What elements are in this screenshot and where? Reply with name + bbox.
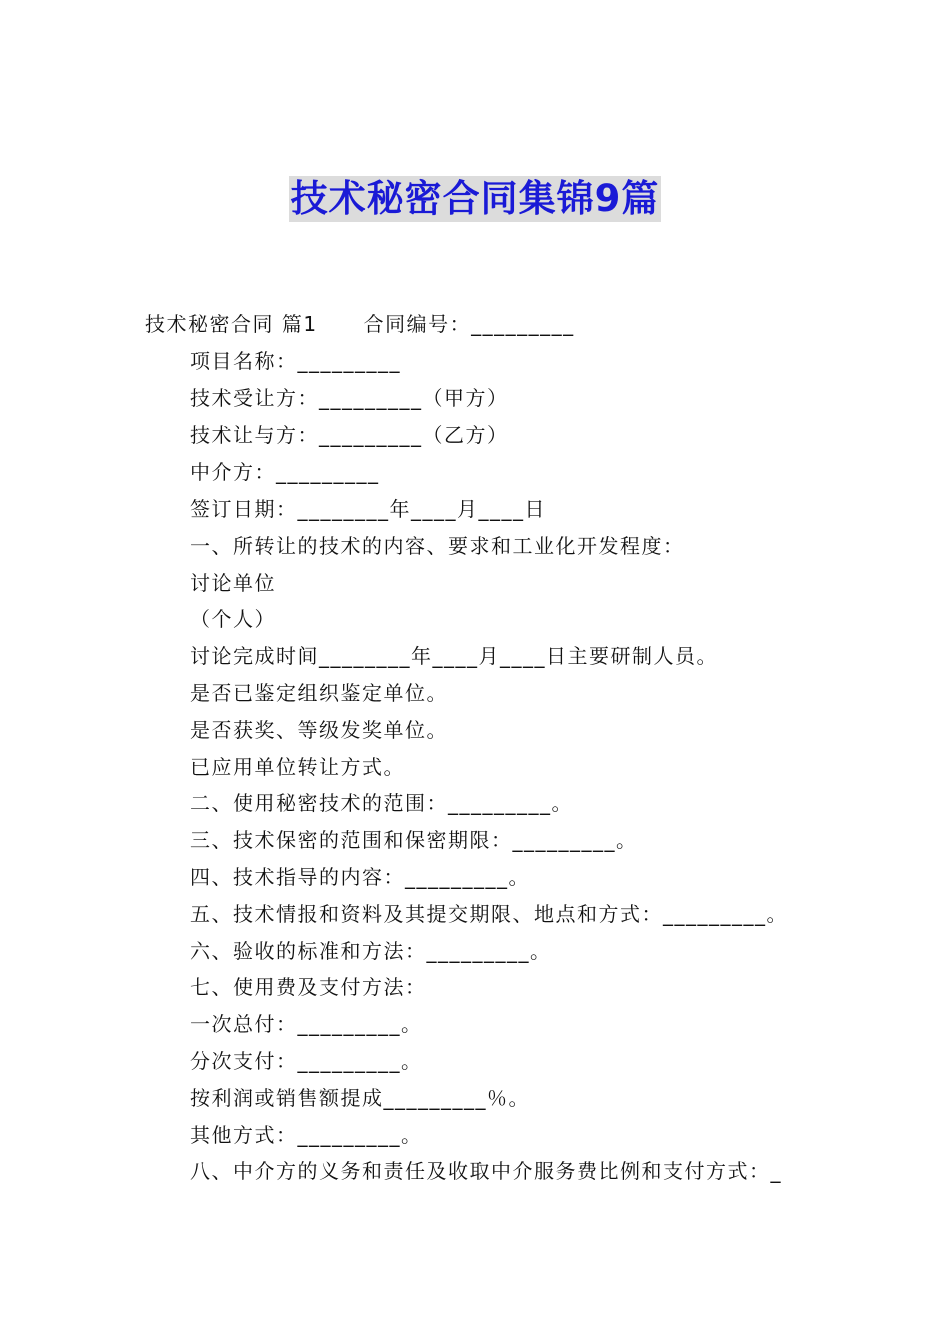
- appraisal-line: 是否已鉴定组织鉴定单位。: [190, 681, 448, 705]
- project-name-line: 项目名称：_________: [190, 349, 401, 373]
- clause-1-heading: 一、所转让的技术的内容、要求和工业化开发程度：: [190, 534, 685, 558]
- lump-sum-line: 一次总付：_________。: [190, 1012, 423, 1036]
- transferor-line: 技术让与方：_________（乙方）: [190, 423, 509, 447]
- contract-number-field: 合同编号：_________: [363, 312, 575, 336]
- completion-time-line: 讨论完成时间________年____月____日主要研制人员。: [190, 644, 718, 668]
- installment-line: 分次支付：_________。: [190, 1049, 423, 1073]
- clause-7-heading: 七、使用费及支付方法：: [190, 975, 427, 999]
- contract-section-label: 技术秘密合同 篇1: [145, 312, 318, 336]
- clause-6-line: 六、验收的标准和方法：_________。: [190, 939, 552, 963]
- intermediary-line: 中介方：_________: [190, 460, 380, 484]
- royalty-line: 按利润或销售额提成_________％。: [190, 1086, 530, 1110]
- transferee-line: 技术受让方：_________（甲方）: [190, 386, 509, 410]
- research-unit-line: 讨论单位: [190, 571, 276, 595]
- clause-5-line: 五、技术情报和资料及其提交期限、地点和方式：_________。: [190, 902, 788, 926]
- award-line: 是否获奖、等级发奖单位。: [190, 718, 448, 742]
- signing-date-line: 签订日期：________年____月____日: [190, 497, 546, 521]
- clause-2-line: 二、使用秘密技术的范围：_________。: [190, 791, 573, 815]
- clause-4-line: 四、技术指导的内容：_________。: [190, 865, 530, 889]
- applied-unit-line: 已应用单位转让方式。: [190, 755, 405, 779]
- clause-3-line: 三、技术保密的范围和保密期限：_________。: [190, 828, 638, 852]
- other-method-line: 其他方式：_________。: [190, 1123, 423, 1147]
- clause-8-line: 八、中介方的义务和责任及收取中介服务费比例和支付方式：_: [190, 1159, 782, 1183]
- document-title: 技术秘密合同集锦9篇: [290, 177, 660, 220]
- title-container: [0, 176, 950, 222]
- contract-heading-line: [145, 310, 575, 338]
- individual-line: （个人）: [190, 607, 276, 631]
